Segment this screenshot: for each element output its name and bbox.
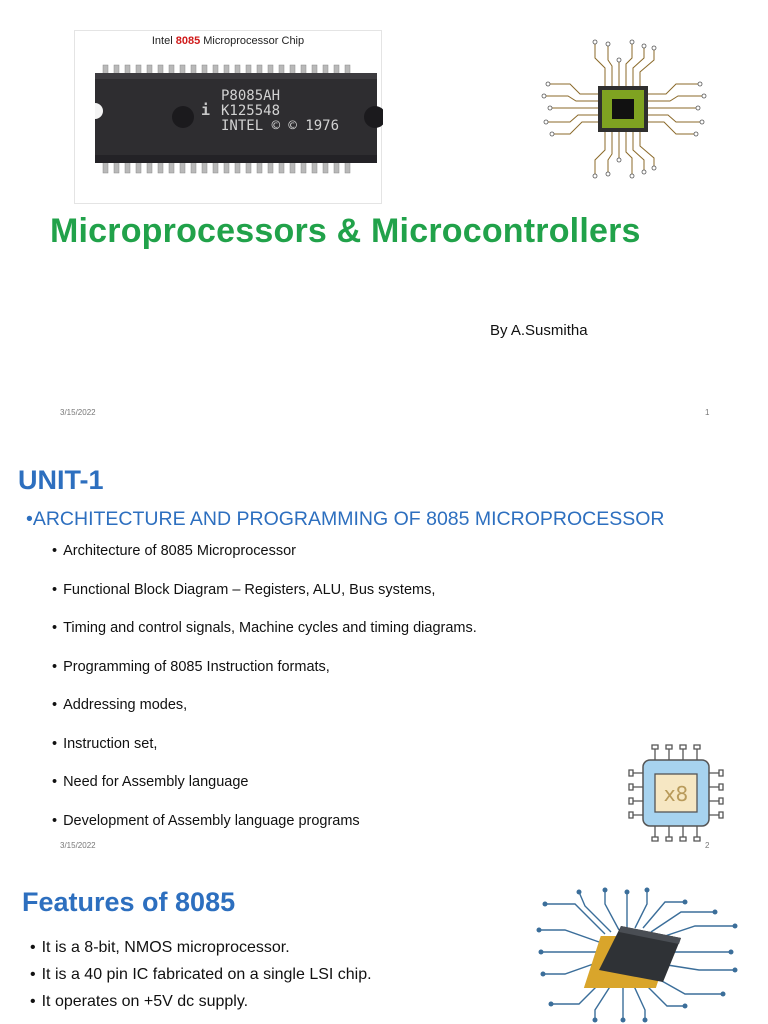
list-item: • Development of Assembly language programs: [52, 812, 477, 851]
list-item: • It operates on +5V dc supply.: [30, 992, 372, 1019]
slide-2: [0, 436, 768, 856]
list-item: • It is a 40 pin IC fabricated on a single LSI chip.: [30, 965, 372, 992]
cpu-chip-icon: [540, 38, 710, 180]
chip-photo-caption: Intel 8085 Microprocessor Chip: [151, 35, 305, 47]
x8-label: x8: [663, 782, 689, 806]
chip-marking: P8085AH K125548 INTEL © © 1976: [221, 88, 340, 134]
slide-number: 2: [705, 841, 710, 850]
list-item: • It is a 8-bit, NMOS microprocessor.: [30, 938, 372, 965]
features-list: [30, 938, 372, 1019]
processor-circuit-icon: [535, 886, 741, 1024]
slide-1: [0, 0, 768, 428]
slide-3: [0, 864, 768, 1024]
slide-date: 3/15/2022: [60, 408, 96, 417]
list-item: • Timing and control signals, Machine cycles and timing diagrams.: [52, 619, 477, 658]
author-name: By A.Susmitha: [490, 322, 588, 339]
list-item: • Instruction set,: [52, 735, 477, 774]
x8-chip-icon: [625, 741, 727, 845]
list-item: • Addressing modes,: [52, 696, 477, 735]
slide-number: 1: [705, 408, 710, 417]
list-item: • Functional Block Diagram – Registers, ALU, Bus systems,: [52, 581, 477, 620]
features-title: Features of 8085: [22, 887, 236, 917]
slide-date: 3/15/2022: [60, 841, 96, 850]
svg-text:i: i: [201, 101, 211, 119]
list-item: • Programming of 8085 Instruction formats,: [52, 658, 477, 697]
chip-photo: [74, 30, 382, 204]
list-item: • Need for Assembly language: [52, 773, 477, 812]
deck-title: Microprocessors & Microcontrollers: [50, 212, 641, 250]
list-item: • Architecture of 8085 Microprocessor: [52, 542, 477, 581]
unit-subtitle: •ARCHITECTURE AND PROGRAMMING OF 8085 MICROPROCESSOR: [26, 508, 665, 530]
syllabus-list: [52, 542, 477, 850]
unit-title: UNIT-1: [18, 465, 104, 495]
